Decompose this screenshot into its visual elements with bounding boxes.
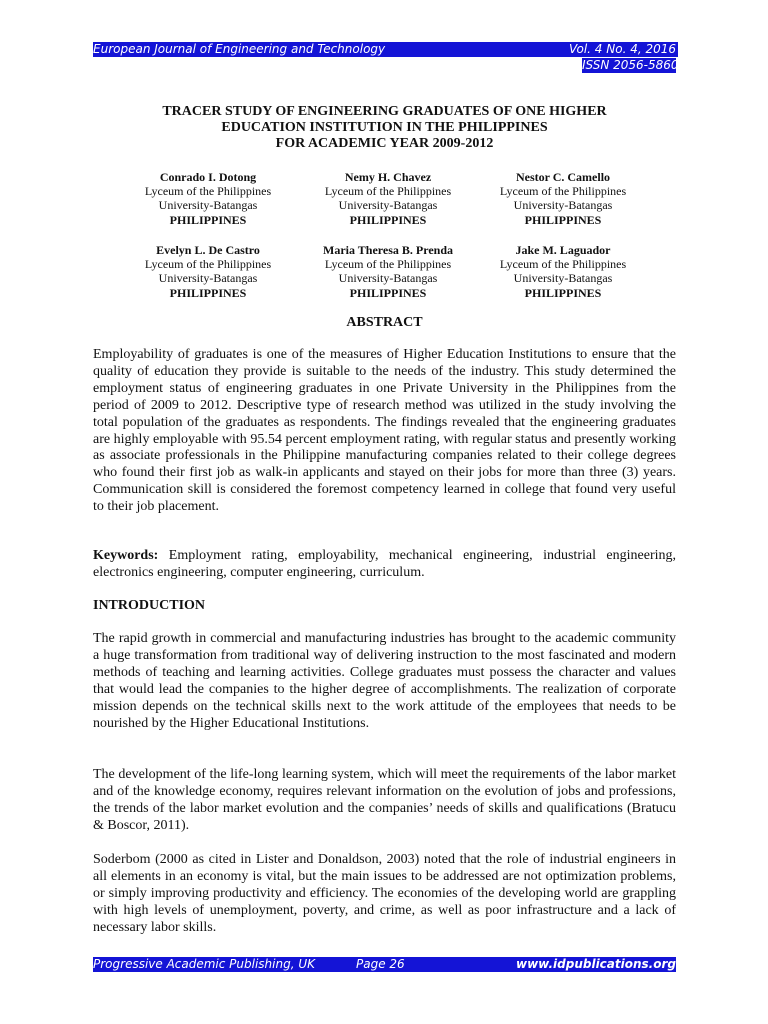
page-number: Page 26: [356, 957, 405, 971]
author-block: [118, 170, 298, 227]
author-affiliation: Lyceum of the Philippines: [324, 184, 452, 199]
author-name: Jake M. Laguador: [515, 243, 611, 257]
journal-header: [93, 42, 679, 74]
keywords-paragraph: [93, 548, 676, 582]
author-country: PHILIPPINES: [524, 285, 602, 300]
author-country: PHILIPPINES: [169, 212, 247, 227]
author-block: [298, 170, 478, 227]
keywords-label: Keywords:: [93, 548, 159, 563]
author-affiliation: Lyceum of the Philippines: [144, 257, 272, 272]
author-affiliation: University-Batangas: [513, 198, 613, 213]
abstract-heading: ABSTRACT: [346, 315, 423, 330]
author-block: [118, 243, 298, 300]
author-name: Nemy H. Chavez: [344, 170, 432, 184]
author-affiliation: University-Batangas: [338, 198, 438, 213]
author-affiliation: Lyceum of the Philippines: [499, 184, 627, 199]
publisher-website-link[interactable]: www.idpublications.org: [515, 957, 676, 971]
author-name: Maria Theresa B. Prenda: [323, 243, 453, 257]
author-affiliation: Lyceum of the Philippines: [324, 257, 452, 272]
author-affiliation: University-Batangas: [338, 271, 438, 286]
author-country: PHILIPPINES: [524, 212, 602, 227]
author-block: [473, 170, 653, 227]
author-affiliation: University-Batangas: [158, 198, 258, 213]
journal-name: European Journal of Engineering and Technology: [93, 42, 386, 56]
title-line-1: TRACER STUDY OF ENGINEERING GRADUATES OF ONE HIGHER: [162, 104, 607, 119]
author-name: Nestor C. Camello: [515, 170, 611, 184]
author-block: [473, 243, 653, 300]
author-name: Conrado I. Dotong: [159, 170, 257, 184]
introduction-heading: INTRODUCTION: [93, 598, 206, 613]
volume-info: Vol. 4 No. 4, 2016: [568, 42, 676, 56]
author-name: Evelyn L. De Castro: [156, 243, 260, 257]
title-line-2: EDUCATION INSTITUTION IN THE PHILIPPINES: [221, 120, 548, 135]
publisher-name: Progressive Academic Publishing, UK: [93, 957, 315, 971]
introduction-paragraph-1: The rapid growth in commercial and manufacturing industries has brought to the academic community a huge transformation from traditional way of delivering instruction to the most fascinated and modern methods of teaching and learning activities. College graduates must possess the character and values that would lead the companies to the higher degree of accomplishments. The realization of corporate mission depends on the technical skills next to the work attitude of the employees that needs to be nourished by the Higher Educational Institutions.: [93, 631, 676, 731]
author-block: [298, 243, 478, 300]
title-line-3: FOR ACADEMIC YEAR 2009-2012: [275, 136, 494, 151]
introduction-paragraph-3: Soderbom (2000 as cited in Lister and Donaldson, 2003) noted that the role of industrial engineers in all elements in an economy is vital, but the main issues to be addressed are not optimization problems, or simply improving productivity and efficiency. The economies of the developing world are grappling with high levels of unemployment, poverty, and crime, as well as poor infrastructure and a lack of necessary labor skills.: [93, 852, 676, 935]
author-affiliation: Lyceum of the Philippines: [144, 184, 272, 199]
author-list: [93, 170, 676, 301]
keywords-text: Employment rating, employability, mechanical engineering, industrial engineering, electronics engineering, computer engineering, curriculum.: [93, 548, 677, 580]
author-country: PHILIPPINES: [349, 212, 427, 227]
author-affiliation: Lyceum of the Philippines: [499, 257, 627, 272]
issn-info: ISSN 2056-5860: [582, 58, 679, 72]
author-affiliation: University-Batangas: [513, 271, 613, 286]
page-footer: [93, 957, 676, 972]
author-row: [93, 170, 676, 228]
author-row: [93, 243, 676, 301]
author-affiliation: University-Batangas: [158, 271, 258, 286]
introduction-paragraph-2: The development of the life-long learning system, which will meet the requirements of the labor market and of the knowledge economy, requires relevant information on the evolution of jobs and professions, the trends of the labor market evolution and the companies’ needs of skills and qualifications (Bratucu & Boscor, 2011).: [93, 767, 676, 833]
author-country: PHILIPPINES: [169, 285, 247, 300]
paper-title: [93, 104, 676, 152]
abstract-text: Employability of graduates is one of the measures of Higher Education Institutions to ensure that the quality of education they provide is suitable to the needs of the industry. This study determined the employment status of engineering graduates in one Private University in the Philippines from the period of 2009 to 2012. Descriptive type of research method was utilized in the study involving the total population of the graduates as respondents. The findings revealed that the engineering graduates are highly employable with 95.54 percent employment rating, with regular status and presently working as associate professionals in the Philippine manufacturing companies related to their college degrees who found their first job as walk-in applicants and stayed on their jobs for more than three (3) years. Communication skill is considered the foremost competency learned in college that found very useful to their job placement.: [93, 347, 676, 515]
author-country: PHILIPPINES: [349, 285, 427, 300]
